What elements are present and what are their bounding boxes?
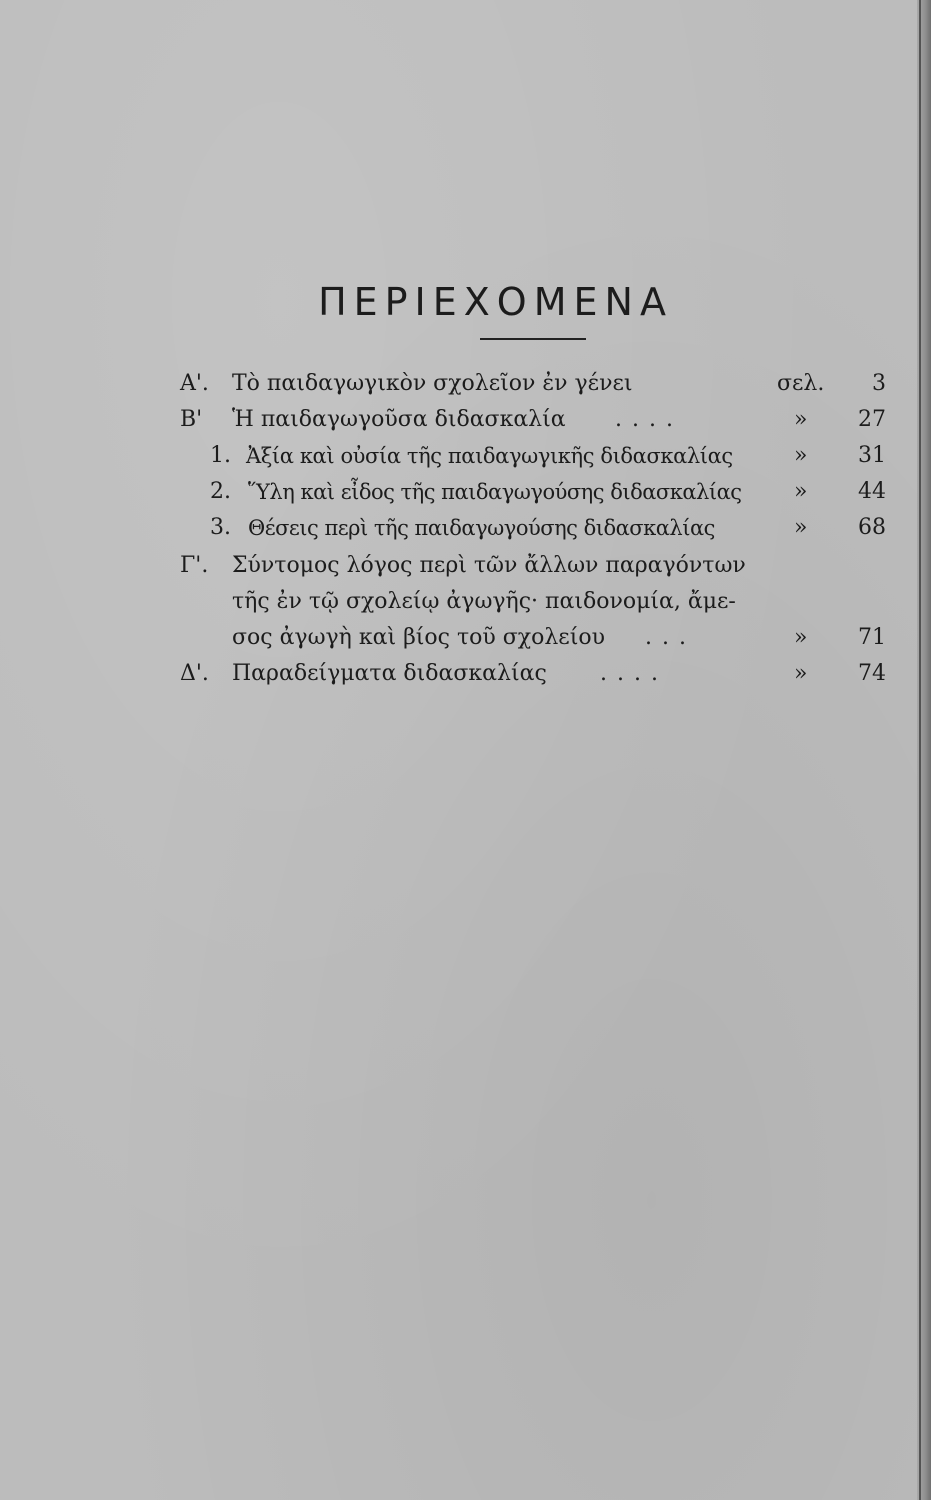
toc-entry [0,368,931,400]
toc-leader-dots: .... [615,407,683,432]
toc-entry-title: Παραδείγματα διδασκαλίας [232,661,547,686]
toc-page-number: 3 [872,371,886,396]
toc-page-number: 74 [858,661,886,686]
toc-page-mark: » [794,661,808,686]
toc-page-mark: » [794,443,808,468]
toc-entry-title: Ὕλη καὶ εἶδος τῆς παιδαγωγούσης διδασκαλίας [248,480,742,504]
page-title: ΠΕΡΙΕΧΟΜΕΝΑ [318,280,673,324]
toc-page-number: 44 [858,479,886,504]
toc-entry-label: 3. [210,515,231,540]
toc-page-mark: » [794,479,808,504]
toc-entry-title: Σύντομος λόγος περὶ τῶν ἄλλων παραγόντων [232,553,746,578]
toc-entry [0,440,931,472]
toc-page-mark: » [794,407,808,432]
toc-entry-label: 1. [210,443,231,468]
toc-page-number: 27 [858,407,886,432]
toc-entry [0,476,931,508]
toc-entry-label: Δ'. [180,661,209,686]
toc-entry-title: Τὸ παιδαγωγικὸν σχολεῖον ἐν γένει [232,371,633,396]
toc-entry-title: τῆς ἐν τῷ σχολείῳ ἀγωγῆς· παιδονομία, ἄμε- [232,589,736,614]
toc-page-mark: σελ. [777,371,825,396]
toc-leader-dots: ... [645,625,696,650]
toc-entry-continuation [0,622,931,654]
toc-entry-label: Γ'. [180,553,209,578]
toc-entry-title: σος ἀγωγὴ καὶ βίος τοῦ σχολείου [232,625,605,650]
toc-page-mark: » [794,625,808,650]
toc-page-number: 31 [858,443,886,468]
toc-page-number: 71 [858,625,886,650]
toc-entry [0,550,931,582]
toc-entry-title: Θέσεις περὶ τῆς παιδαγωγούσης διδασκαλίας [248,516,715,540]
toc-entry [0,512,931,544]
title-rule [480,338,586,340]
toc-entry-title: Ἀξία καὶ οὐσία τῆς παιδαγωγικῆς διδασκαλίας [246,444,733,468]
toc-entry-label: 2. [210,479,231,504]
page-edge-line [919,0,921,1500]
toc-entry-label: Α'. [180,371,209,396]
toc-entry-title: Ἡ παιδαγωγοῦσα διδασκαλία [232,407,566,432]
toc-entry [0,658,931,690]
toc-entry-label: Β' [180,407,203,432]
toc-page-mark: » [794,515,808,540]
toc-entry [0,404,931,436]
toc-page-number: 68 [858,515,886,540]
toc-leader-dots: .... [600,661,668,686]
toc-entry-continuation [0,586,931,618]
